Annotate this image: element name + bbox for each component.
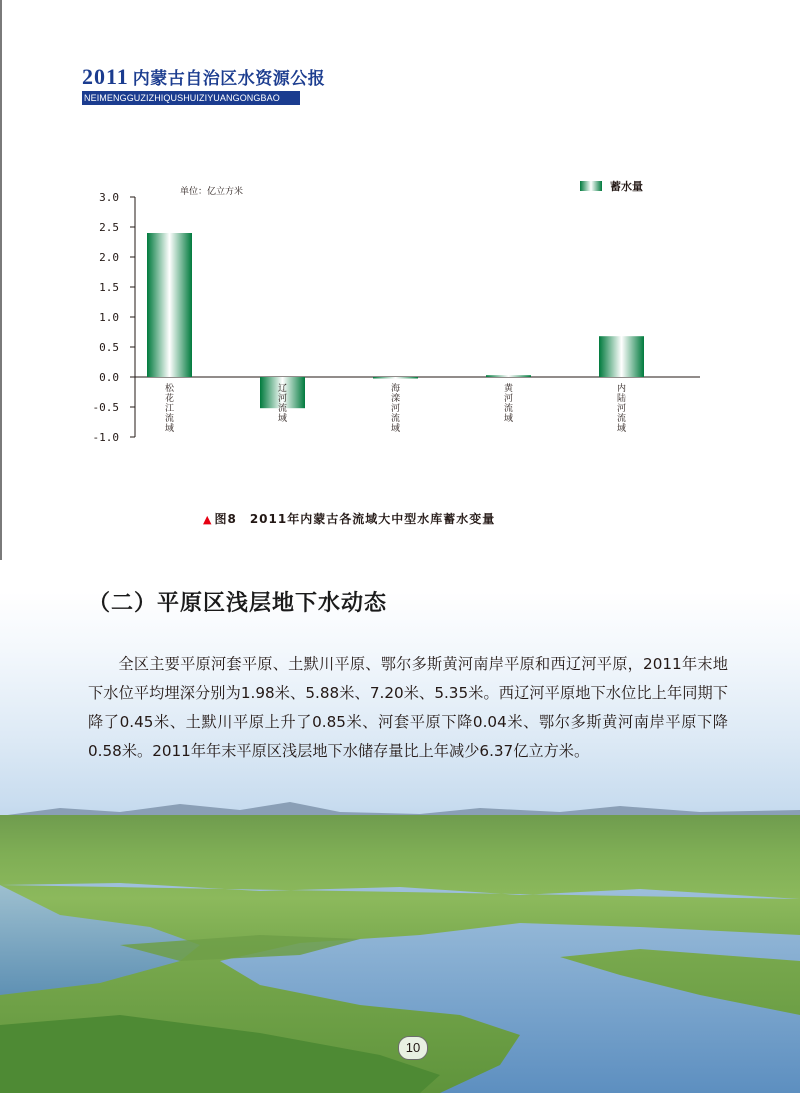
section-paragraph: 全区主要平原河套平原、土默川平原、鄂尔多斯黄河南岸平原和西辽河平原，2011年末地下水位平均埋深分别为1.98米、5.88米、7.20米、5.35米。西辽河平原地下水位比上年同期下降了0.45米、土默川平原上升了0.85米、河套平原下降0.04米、鄂尔多斯黄河南岸平原下降0.58米。2011年年末平原区浅层地下水储存量比上年减少6.37亿立方米。 [88, 655, 728, 760]
report-year: 2011 [82, 64, 129, 89]
section-heading: （二）平原区浅层地下水动态 [88, 591, 388, 616]
y-tick-label: 0.5 [99, 341, 119, 354]
grassland-photo [0, 560, 800, 1093]
report-subtitle-bar: NEIMENGGUZIZHIQUSHUIZIYUANGONGBAO [82, 91, 300, 105]
y-tick-label: 2.0 [99, 251, 119, 264]
page-number: 10 [398, 1036, 428, 1060]
category-label: 松花江流域 [164, 384, 175, 434]
category-label: 海滦河流域 [390, 384, 401, 434]
report-header [82, 64, 326, 105]
legend-label: 蓄水量 [610, 180, 643, 193]
reservoir-storage-chart [0, 170, 800, 460]
y-tick-label: 3.0 [99, 191, 119, 204]
y-tick-label: 2.5 [99, 221, 119, 234]
y-tick-label: 0.0 [99, 371, 119, 384]
bar [486, 375, 531, 377]
bar [599, 336, 644, 377]
y-tick-label: -0.5 [92, 401, 119, 414]
y-tick-label: 1.5 [99, 281, 119, 294]
figure-caption [203, 510, 495, 527]
report-title [82, 64, 326, 90]
caption-text: 图8 2011年内蒙古各流域大中型水库蓄水变量 [214, 512, 496, 526]
y-tick-label: 1.0 [99, 311, 119, 324]
legend-swatch [580, 181, 602, 191]
report-title-text: 内蒙古自治区水资源公报 [132, 69, 326, 89]
unit-label: 单位：亿立方米 [180, 187, 244, 197]
y-tick-label: -1.0 [92, 431, 119, 444]
section-body [88, 650, 728, 766]
category-label: 辽河流域 [277, 384, 288, 424]
category-label: 内陆河流域 [616, 384, 627, 434]
river-water [0, 865, 800, 1093]
bar [373, 377, 418, 379]
caption-triangle-icon: ▲ [203, 513, 213, 526]
category-label: 黄河流域 [503, 384, 514, 424]
bar [147, 233, 192, 377]
